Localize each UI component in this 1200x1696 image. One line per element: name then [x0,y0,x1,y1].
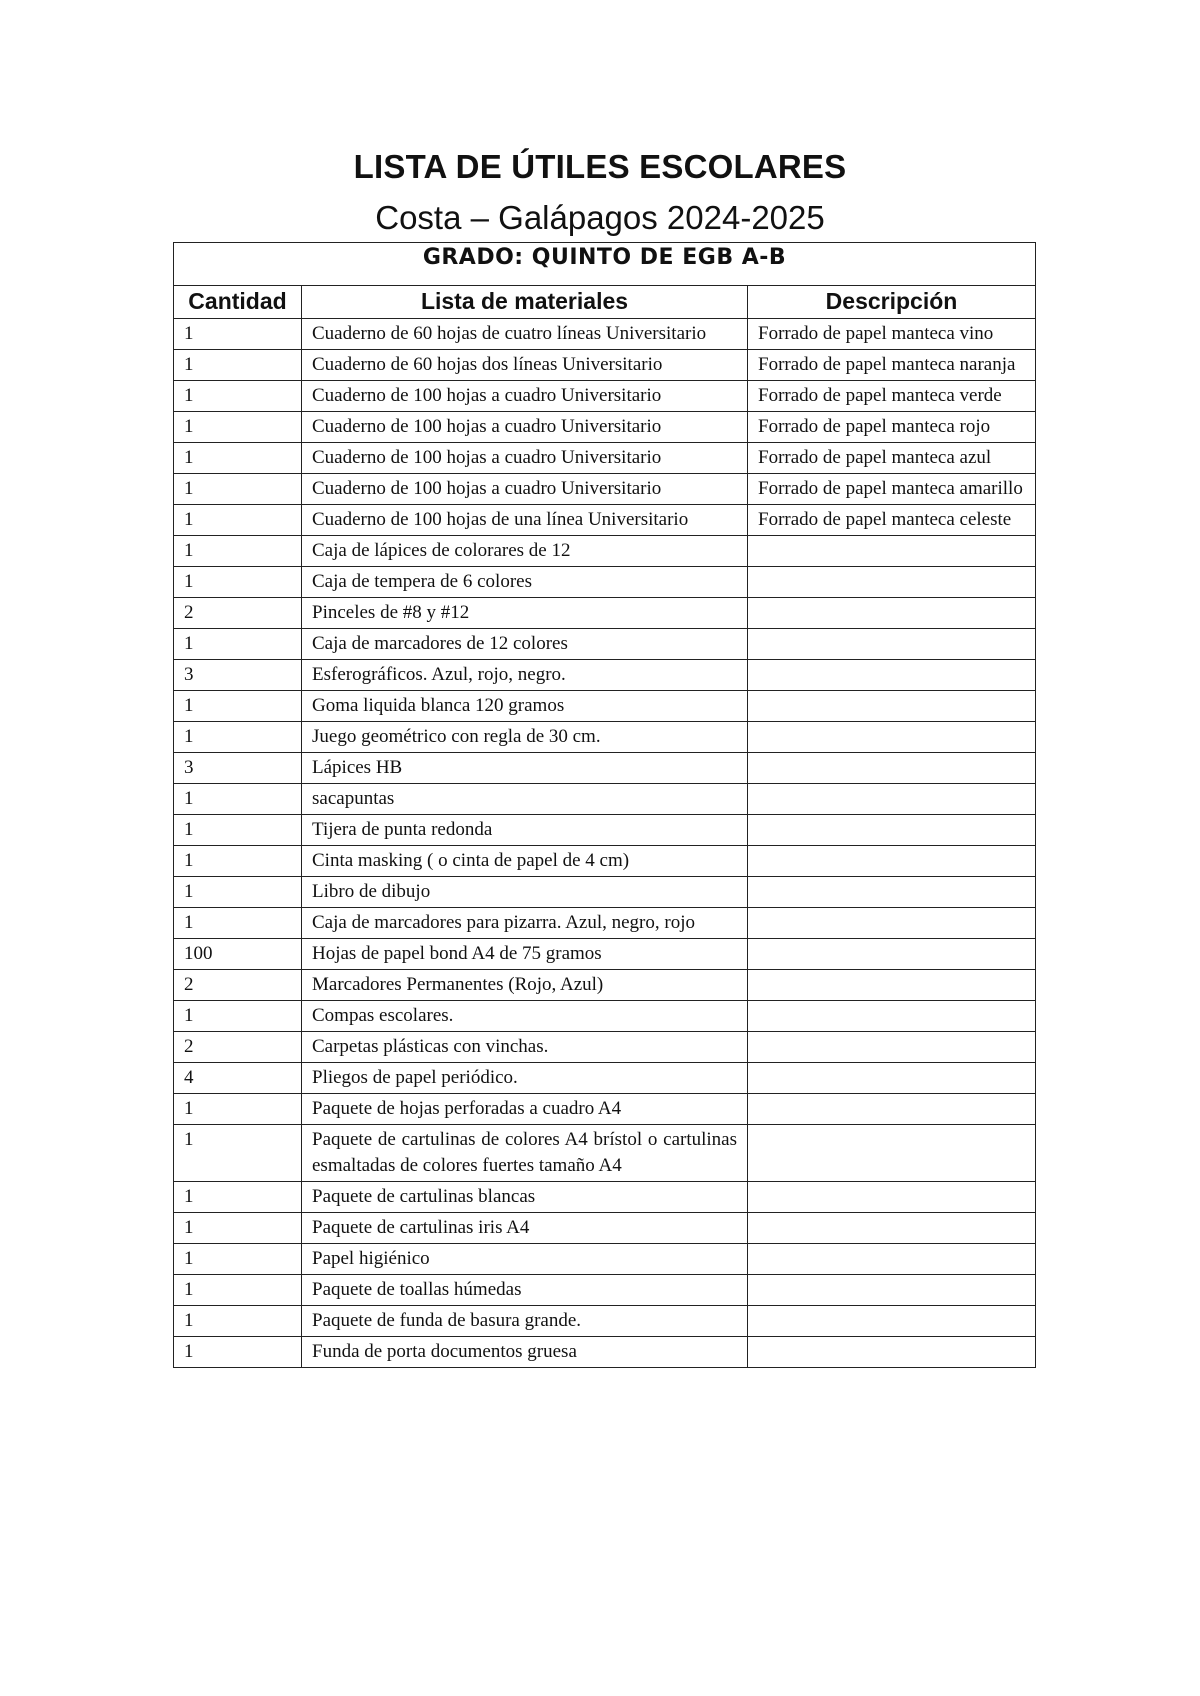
material-cell: Cuaderno de 60 hojas dos líneas Universitario [302,350,748,381]
quantity-cell: 1 [174,1213,302,1244]
material-cell: Libro de dibujo [302,877,748,908]
quantity-cell: 1 [174,908,302,939]
table-row [174,846,1036,877]
quantity-cell: 3 [174,753,302,784]
description-cell [748,970,1036,1001]
material-cell: Cuaderno de 100 hojas de una línea Universitario [302,505,748,536]
quantity-cell: 1 [174,1337,302,1368]
description-cell: Forrado de papel manteca rojo [748,412,1036,443]
quantity-cell: 1 [174,443,302,474]
description-cell [748,660,1036,691]
material-cell: Compas escolares. [302,1001,748,1032]
description-cell [748,1306,1036,1337]
material-cell: Caja de marcadores para pizarra. Azul, negro, rojo [302,908,748,939]
description-cell [748,939,1036,970]
material-cell: Paquete de cartulinas iris A4 [302,1213,748,1244]
quantity-cell: 1 [174,1275,302,1306]
quantity-cell: 1 [174,1125,302,1182]
description-cell [748,1094,1036,1125]
table-row [174,319,1036,350]
material-cell: Hojas de papel bond A4 de 75 gramos [302,939,748,970]
quantity-cell: 1 [174,1094,302,1125]
material-cell: Marcadores Permanentes (Rojo, Azul) [302,970,748,1001]
description-cell [748,722,1036,753]
table-row [174,412,1036,443]
material-cell: Paquete de hojas perforadas a cuadro A4 [302,1094,748,1125]
description-cell [748,629,1036,660]
document-subtitle: Costa – Galápagos 2024-2025 [375,199,825,236]
material-cell: Funda de porta documentos gruesa [302,1337,748,1368]
quantity-cell: 1 [174,846,302,877]
column-header-row [174,286,1036,319]
grade-heading: GRADO: QUINTO DE EGB A-B [174,243,1036,286]
description-cell [748,1337,1036,1368]
quantity-cell: 1 [174,505,302,536]
quantity-cell: 2 [174,970,302,1001]
material-cell: Cinta masking ( o cinta de papel de 4 cm) [302,846,748,877]
description-cell [748,753,1036,784]
material-cell: sacapuntas [302,784,748,815]
quantity-cell: 1 [174,381,302,412]
quantity-cell: 1 [174,319,302,350]
table-row [174,753,1036,784]
quantity-cell: 2 [174,598,302,629]
description-cell [748,1244,1036,1275]
quantity-cell: 100 [174,939,302,970]
material-cell: Pinceles de #8 y #12 [302,598,748,629]
table-row [174,784,1036,815]
description-cell [748,1063,1036,1094]
quantity-cell: 1 [174,1001,302,1032]
column-header-materials: Lista de materiales [302,286,748,319]
description-cell [748,1182,1036,1213]
description-cell: Forrado de papel manteca verde [748,381,1036,412]
table-row [174,1032,1036,1063]
material-cell: Caja de tempera de 6 colores [302,567,748,598]
quantity-cell: 1 [174,1244,302,1275]
table-row [174,877,1036,908]
table-row [174,505,1036,536]
description-cell [748,846,1036,877]
supplies-table [173,242,1036,1368]
quantity-cell: 1 [174,629,302,660]
quantity-cell: 2 [174,1032,302,1063]
material-cell: Juego geométrico con regla de 30 cm. [302,722,748,753]
table-row [174,1125,1036,1182]
table-row [174,629,1036,660]
description-cell [748,691,1036,722]
material-cell: Paquete de funda de basura grande. [302,1306,748,1337]
table-row [174,722,1036,753]
description-cell [748,784,1036,815]
table-row [174,1275,1036,1306]
description-cell [748,567,1036,598]
table-row [174,908,1036,939]
description-cell [748,908,1036,939]
supplies-table-body [174,319,1036,1368]
material-cell: Paquete de cartulinas blancas [302,1182,748,1213]
quantity-cell: 1 [174,350,302,381]
quantity-cell: 1 [174,1182,302,1213]
quantity-cell: 1 [174,877,302,908]
material-cell: Cuaderno de 100 hojas a cuadro Universitario [302,412,748,443]
quantity-cell: 1 [174,691,302,722]
quantity-cell: 1 [174,567,302,598]
quantity-cell: 4 [174,1063,302,1094]
quantity-cell: 1 [174,815,302,846]
material-cell: Paquete de cartulinas de colores A4 brístol o cartulinas esmaltadas de colores fuertes tamaño A4 [302,1125,748,1182]
document-title: LISTA DE ÚTILES ESCOLARES [353,148,847,185]
column-header-description: Descripción [748,286,1036,319]
material-cell: Lápices HB [302,753,748,784]
material-cell: Paquete de toallas húmedas [302,1275,748,1306]
quantity-cell: 1 [174,784,302,815]
table-row [174,1063,1036,1094]
description-cell [748,536,1036,567]
table-row [174,474,1036,505]
material-cell: Cuaderno de 100 hojas a cuadro Universitario [302,443,748,474]
table-row [174,567,1036,598]
material-cell: Caja de marcadores de 12 colores [302,629,748,660]
material-cell: Cuaderno de 100 hojas a cuadro Universitario [302,381,748,412]
quantity-cell: 1 [174,474,302,505]
material-cell: Cuaderno de 60 hojas de cuatro líneas Universitario [302,319,748,350]
table-row [174,1306,1036,1337]
material-cell: Carpetas plásticas con vinchas. [302,1032,748,1063]
material-cell: Tijera de punta redonda [302,815,748,846]
grade-row [174,243,1036,286]
description-cell [748,815,1036,846]
description-cell [748,1275,1036,1306]
quantity-cell: 3 [174,660,302,691]
table-row [174,443,1036,474]
table-row [174,1094,1036,1125]
table-row [174,660,1036,691]
material-cell: Caja de lápices de colorares de 12 [302,536,748,567]
quantity-cell: 1 [174,412,302,443]
description-cell: Forrado de papel manteca azul [748,443,1036,474]
material-cell: Pliegos de papel periódico. [302,1063,748,1094]
table-row [174,350,1036,381]
table-row [174,1337,1036,1368]
description-cell [748,1213,1036,1244]
description-cell [748,1125,1036,1182]
description-cell [748,1001,1036,1032]
material-cell: Cuaderno de 100 hojas a cuadro Universitario [302,474,748,505]
table-row [174,598,1036,629]
column-header-quantity: Cantidad [174,286,302,319]
table-row [174,1001,1036,1032]
table-row [174,815,1036,846]
table-row [174,536,1036,567]
table-row [174,691,1036,722]
table-row [174,381,1036,412]
material-cell: Goma liquida blanca 120 gramos [302,691,748,722]
description-cell: Forrado de papel manteca vino [748,319,1036,350]
table-row [174,1182,1036,1213]
description-cell: Forrado de papel manteca celeste [748,505,1036,536]
quantity-cell: 1 [174,722,302,753]
description-cell: Forrado de papel manteca naranja [748,350,1036,381]
description-cell [748,877,1036,908]
description-cell [748,598,1036,629]
table-row [174,1244,1036,1275]
material-cell: Papel higiénico [302,1244,748,1275]
table-row [174,1213,1036,1244]
quantity-cell: 1 [174,536,302,567]
quantity-cell: 1 [174,1306,302,1337]
material-cell: Esferográficos. Azul, rojo, negro. [302,660,748,691]
description-cell [748,1032,1036,1063]
description-cell: Forrado de papel manteca amarillo [748,474,1036,505]
table-row [174,939,1036,970]
table-row [174,970,1036,1001]
